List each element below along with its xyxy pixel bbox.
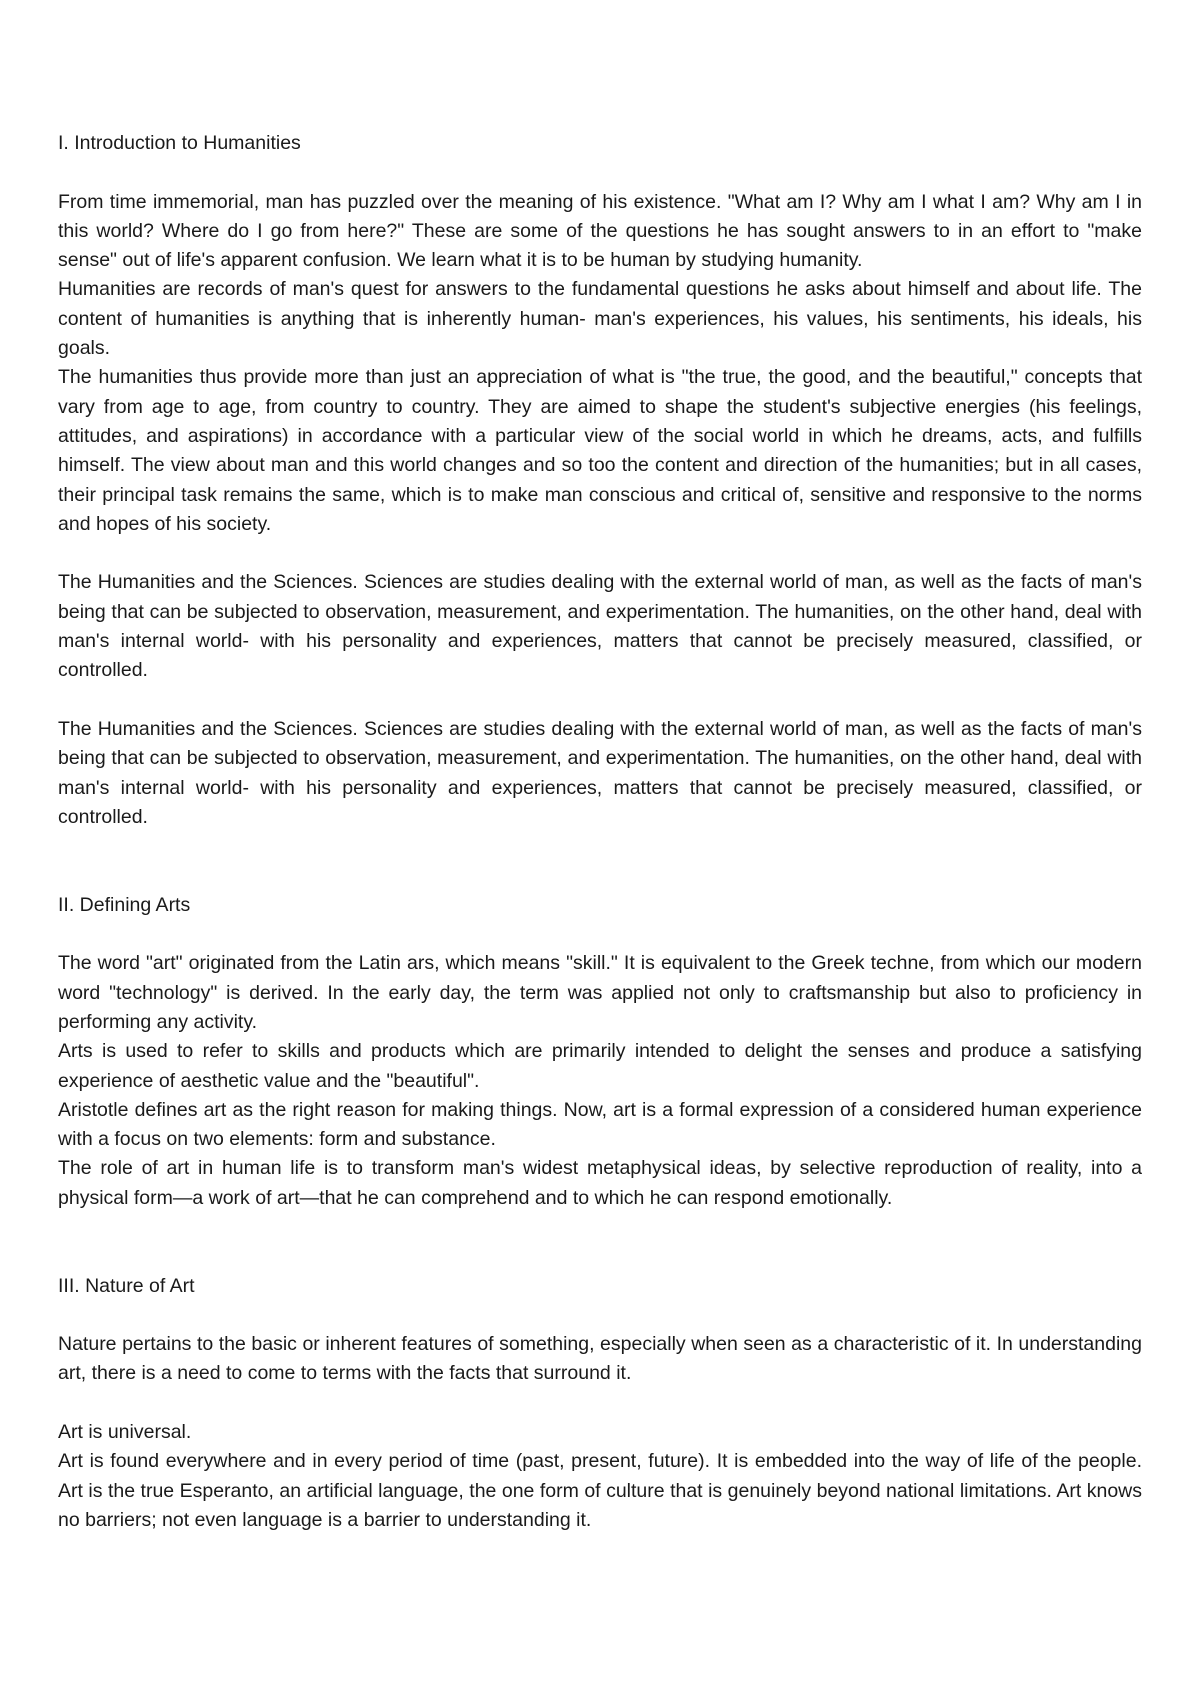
- paragraph: Nature pertains to the basic or inherent features of something, especially when seen as a characteristic of it. In understanding art, there is a need to come to terms with the facts that surround it.: [58, 1333, 1142, 1385]
- spacer: [58, 1213, 1142, 1272]
- paragraph: The Humanities and the Sciences. Sciences are studies dealing with the external world of man, as well as the facts of man's being that can be subjected to observation, measurement, and experimentation. The humanities, on the other hand, deal with man's internal world- with his personality and experiences, matters that cannot be precisely measured, classified, or controlled.: [58, 571, 1142, 682]
- paragraph: Humanities are records of man's quest for answers to the fundamental questions he asks about himself and about life. The content of humanities is anything that is inherently human- man's experiences, his values, his sentiments, his ideals, his goals.: [58, 278, 1142, 360]
- section-heading-introduction: I. Introduction to Humanities: [58, 132, 301, 154]
- document-page: [58, 129, 1142, 1535]
- paragraph-art-is-universal: Art is universal.: [58, 1421, 192, 1444]
- spacer: [58, 832, 1142, 891]
- spacer: [58, 686, 1142, 715]
- paragraph: The role of art in human life is to transform man's widest metaphysical ideas, by selective reproduction of reality, into a physical form—a work of art—that he can comprehend and to which he can respond emotionally.: [58, 1157, 1142, 1209]
- paragraph: Art is found everywhere and in every period of time (past, present, future). It is embedded into the way of life of the people. Art is the true Esperanto, an artificial language, the one form of culture that is genuinely beyond national limitations. Art knows no barriers; not even language is a barrier to understanding it.: [58, 1450, 1142, 1531]
- spacer: [58, 158, 1142, 187]
- paragraph: The Humanities and the Sciences. Sciences are studies dealing with the external world of man, as well as the facts of man's being that can be subjected to observation, measurement, and experimentation. The humanities, on the other hand, deal with man's internal world- with his personality and experiences, matters that cannot be precisely measured, classified, or controlled.: [58, 717, 1142, 828]
- paragraph: From time immemorial, man has puzzled over the meaning of his existence. "What am I? Why am I what I am? Why am I in this world? Where do I go from here?" These are some of the questions he has sought answers to in an effort to "make sense" out of life's apparent confusion. We learn what it is to be human by studying humanity.: [58, 190, 1142, 272]
- paragraph: Arts is used to refer to skills and products which are primarily intended to delight the senses and produce a satisfying experience of aesthetic value and the "beautiful".: [58, 1040, 1142, 1092]
- spacer: [58, 1301, 1142, 1330]
- paragraph: Aristotle defines art as the right reason for making things. Now, art is a formal expression of a considered human experience with a focus on two elements: form and substance.: [58, 1098, 1142, 1151]
- paragraph: The humanities thus provide more than just an appreciation of what is "the true, the good, and the beautiful," concepts that vary from age to age, from country to country. They are aimed to shape the student's subjective energies (his feelings, attitudes, and aspirations) in accordance with a particular view of the social world in which he dreams, acts, and fulfills himself. The view about man and this world changes and so too the content and direction of the humanities; but in all cases, their principal task remains the same, which is to make man conscious and critical of, sensitive and responsive to the norms and hopes of his society.: [58, 366, 1142, 535]
- section-heading-nature-of-art: III. Nature of Art: [58, 1274, 195, 1297]
- spacer: [58, 539, 1142, 568]
- spacer: [58, 920, 1142, 949]
- section-heading-defining-arts: II. Defining Arts: [58, 893, 191, 916]
- spacer: [58, 1389, 1142, 1418]
- paragraph: The word "art" originated from the Latin ars, which means "skill." It is equivalent to the Greek techne, from which our modern word "technology" is derived. In the early day, the term was applied not only to craftsmanship but also to proficiency in performing any activity.: [58, 952, 1142, 1033]
